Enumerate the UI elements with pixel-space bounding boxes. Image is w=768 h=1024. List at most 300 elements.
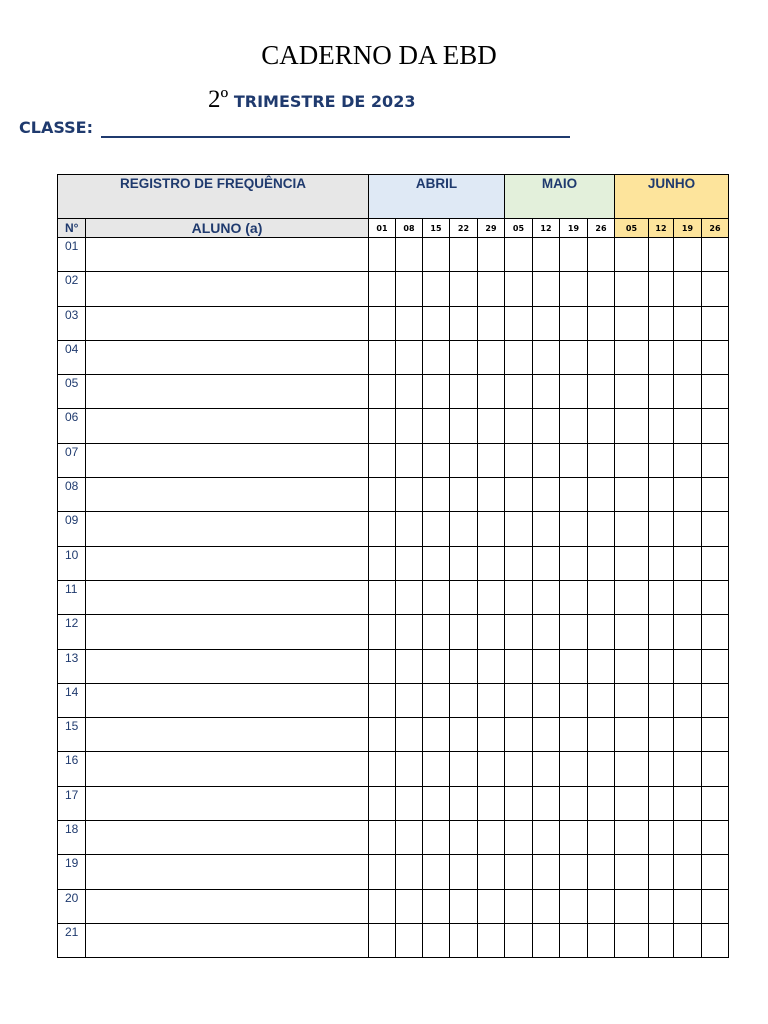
attendance-cell-maio-26[interactable] (588, 752, 615, 786)
attendance-cell-maio-26[interactable] (588, 340, 615, 374)
attendance-cell-abril-15[interactable] (423, 443, 450, 477)
attendance-cell-abril-22[interactable] (450, 512, 478, 546)
attendance-cell-maio-26[interactable] (588, 478, 615, 512)
attendance-cell-junho-05[interactable] (615, 821, 649, 855)
attendance-cell-junho-26[interactable] (702, 272, 729, 306)
attendance-cell-maio-19[interactable] (560, 340, 588, 374)
attendance-cell-abril-29[interactable] (478, 821, 505, 855)
attendance-cell-abril-01[interactable] (369, 889, 396, 923)
student-name-cell[interactable] (86, 272, 369, 306)
attendance-cell-maio-12[interactable] (533, 340, 560, 374)
attendance-cell-maio-12[interactable] (533, 718, 560, 752)
attendance-cell-abril-15[interactable] (423, 752, 450, 786)
attendance-cell-maio-26[interactable] (588, 889, 615, 923)
attendance-cell-junho-26[interactable] (702, 615, 729, 649)
attendance-cell-maio-05[interactable] (505, 478, 533, 512)
attendance-cell-maio-19[interactable] (560, 238, 588, 272)
attendance-cell-abril-01[interactable] (369, 923, 396, 957)
attendance-cell-maio-12[interactable] (533, 409, 560, 443)
attendance-cell-abril-29[interactable] (478, 272, 505, 306)
attendance-cell-abril-08[interactable] (396, 409, 423, 443)
attendance-cell-abril-29[interactable] (478, 512, 505, 546)
attendance-cell-maio-05[interactable] (505, 340, 533, 374)
student-name-cell[interactable] (86, 238, 369, 272)
attendance-cell-maio-05[interactable] (505, 615, 533, 649)
attendance-cell-junho-19[interactable] (674, 889, 702, 923)
attendance-cell-junho-12[interactable] (649, 855, 674, 889)
attendance-cell-abril-15[interactable] (423, 855, 450, 889)
attendance-cell-abril-15[interactable] (423, 580, 450, 614)
attendance-cell-abril-01[interactable] (369, 409, 396, 443)
attendance-cell-junho-26[interactable] (702, 649, 729, 683)
attendance-cell-abril-08[interactable] (396, 272, 423, 306)
attendance-cell-junho-26[interactable] (702, 821, 729, 855)
attendance-cell-junho-19[interactable] (674, 546, 702, 580)
attendance-cell-junho-26[interactable] (702, 512, 729, 546)
attendance-cell-abril-15[interactable] (423, 272, 450, 306)
attendance-cell-junho-12[interactable] (649, 752, 674, 786)
attendance-cell-abril-15[interactable] (423, 546, 450, 580)
attendance-cell-abril-22[interactable] (450, 306, 478, 340)
attendance-cell-maio-26[interactable] (588, 580, 615, 614)
attendance-cell-maio-26[interactable] (588, 683, 615, 717)
attendance-cell-maio-05[interactable] (505, 443, 533, 477)
student-name-cell[interactable] (86, 375, 369, 409)
attendance-cell-maio-05[interactable] (505, 272, 533, 306)
attendance-cell-maio-26[interactable] (588, 409, 615, 443)
attendance-cell-junho-19[interactable] (674, 580, 702, 614)
attendance-cell-abril-22[interactable] (450, 718, 478, 752)
attendance-cell-abril-29[interactable] (478, 306, 505, 340)
attendance-cell-abril-08[interactable] (396, 512, 423, 546)
attendance-cell-junho-19[interactable] (674, 340, 702, 374)
attendance-cell-junho-19[interactable] (674, 238, 702, 272)
attendance-cell-maio-19[interactable] (560, 615, 588, 649)
attendance-cell-junho-19[interactable] (674, 923, 702, 957)
attendance-cell-abril-01[interactable] (369, 752, 396, 786)
attendance-cell-abril-01[interactable] (369, 580, 396, 614)
attendance-cell-maio-26[interactable] (588, 786, 615, 820)
student-name-cell[interactable] (86, 478, 369, 512)
attendance-cell-maio-05[interactable] (505, 546, 533, 580)
attendance-cell-maio-12[interactable] (533, 512, 560, 546)
attendance-cell-abril-01[interactable] (369, 718, 396, 752)
attendance-cell-maio-19[interactable] (560, 272, 588, 306)
attendance-cell-junho-26[interactable] (702, 443, 729, 477)
attendance-cell-junho-05[interactable] (615, 409, 649, 443)
attendance-cell-junho-19[interactable] (674, 855, 702, 889)
attendance-cell-junho-12[interactable] (649, 923, 674, 957)
attendance-cell-junho-05[interactable] (615, 855, 649, 889)
attendance-cell-abril-22[interactable] (450, 580, 478, 614)
attendance-cell-junho-19[interactable] (674, 375, 702, 409)
attendance-cell-abril-08[interactable] (396, 649, 423, 683)
attendance-cell-abril-15[interactable] (423, 306, 450, 340)
attendance-cell-junho-19[interactable] (674, 683, 702, 717)
attendance-cell-junho-19[interactable] (674, 443, 702, 477)
attendance-cell-junho-26[interactable] (702, 546, 729, 580)
attendance-cell-junho-05[interactable] (615, 340, 649, 374)
attendance-cell-maio-05[interactable] (505, 306, 533, 340)
attendance-cell-abril-22[interactable] (450, 649, 478, 683)
attendance-cell-abril-08[interactable] (396, 718, 423, 752)
attendance-cell-abril-01[interactable] (369, 615, 396, 649)
attendance-cell-junho-19[interactable] (674, 306, 702, 340)
attendance-cell-maio-12[interactable] (533, 786, 560, 820)
attendance-cell-maio-26[interactable] (588, 615, 615, 649)
attendance-cell-abril-22[interactable] (450, 923, 478, 957)
attendance-cell-junho-26[interactable] (702, 375, 729, 409)
attendance-cell-junho-05[interactable] (615, 238, 649, 272)
attendance-cell-abril-29[interactable] (478, 786, 505, 820)
attendance-cell-abril-08[interactable] (396, 683, 423, 717)
attendance-cell-junho-12[interactable] (649, 409, 674, 443)
attendance-cell-junho-05[interactable] (615, 718, 649, 752)
class-name-field[interactable] (101, 136, 570, 138)
attendance-cell-junho-05[interactable] (615, 752, 649, 786)
attendance-cell-maio-26[interactable] (588, 821, 615, 855)
attendance-cell-maio-05[interactable] (505, 375, 533, 409)
attendance-cell-junho-05[interactable] (615, 512, 649, 546)
attendance-cell-maio-12[interactable] (533, 923, 560, 957)
student-name-cell[interactable] (86, 889, 369, 923)
student-name-cell[interactable] (86, 512, 369, 546)
attendance-cell-abril-01[interactable] (369, 478, 396, 512)
attendance-cell-junho-26[interactable] (702, 478, 729, 512)
student-name-cell[interactable] (86, 306, 369, 340)
attendance-cell-abril-08[interactable] (396, 855, 423, 889)
attendance-cell-maio-19[interactable] (560, 478, 588, 512)
attendance-cell-abril-29[interactable] (478, 478, 505, 512)
attendance-cell-maio-26[interactable] (588, 649, 615, 683)
attendance-cell-maio-05[interactable] (505, 649, 533, 683)
attendance-cell-junho-12[interactable] (649, 580, 674, 614)
attendance-cell-abril-08[interactable] (396, 615, 423, 649)
attendance-cell-junho-12[interactable] (649, 821, 674, 855)
attendance-cell-junho-26[interactable] (702, 752, 729, 786)
attendance-cell-abril-08[interactable] (396, 821, 423, 855)
attendance-cell-maio-12[interactable] (533, 375, 560, 409)
attendance-cell-abril-29[interactable] (478, 409, 505, 443)
attendance-cell-junho-05[interactable] (615, 375, 649, 409)
attendance-cell-junho-26[interactable] (702, 340, 729, 374)
student-name-cell[interactable] (86, 923, 369, 957)
attendance-cell-abril-29[interactable] (478, 443, 505, 477)
attendance-cell-abril-01[interactable] (369, 272, 396, 306)
attendance-cell-junho-12[interactable] (649, 649, 674, 683)
attendance-cell-junho-19[interactable] (674, 272, 702, 306)
attendance-cell-abril-29[interactable] (478, 923, 505, 957)
attendance-cell-maio-05[interactable] (505, 752, 533, 786)
attendance-cell-abril-29[interactable] (478, 855, 505, 889)
attendance-cell-abril-22[interactable] (450, 340, 478, 374)
attendance-cell-junho-26[interactable] (702, 889, 729, 923)
attendance-cell-junho-26[interactable] (702, 580, 729, 614)
attendance-cell-abril-22[interactable] (450, 443, 478, 477)
attendance-cell-abril-15[interactable] (423, 409, 450, 443)
attendance-cell-maio-12[interactable] (533, 752, 560, 786)
attendance-cell-maio-05[interactable] (505, 718, 533, 752)
student-name-cell[interactable] (86, 855, 369, 889)
attendance-cell-maio-19[interactable] (560, 752, 588, 786)
attendance-cell-abril-01[interactable] (369, 821, 396, 855)
attendance-cell-junho-05[interactable] (615, 923, 649, 957)
attendance-cell-abril-29[interactable] (478, 889, 505, 923)
attendance-cell-maio-26[interactable] (588, 855, 615, 889)
attendance-cell-maio-12[interactable] (533, 272, 560, 306)
attendance-cell-abril-08[interactable] (396, 478, 423, 512)
attendance-cell-maio-26[interactable] (588, 306, 615, 340)
attendance-cell-abril-01[interactable] (369, 512, 396, 546)
attendance-cell-maio-19[interactable] (560, 786, 588, 820)
attendance-cell-maio-19[interactable] (560, 649, 588, 683)
attendance-cell-abril-15[interactable] (423, 649, 450, 683)
student-name-cell[interactable] (86, 649, 369, 683)
attendance-cell-abril-29[interactable] (478, 718, 505, 752)
attendance-cell-maio-26[interactable] (588, 443, 615, 477)
attendance-cell-maio-12[interactable] (533, 649, 560, 683)
student-name-cell[interactable] (86, 443, 369, 477)
attendance-cell-maio-05[interactable] (505, 409, 533, 443)
student-name-cell[interactable] (86, 580, 369, 614)
attendance-cell-maio-05[interactable] (505, 923, 533, 957)
attendance-cell-abril-08[interactable] (396, 340, 423, 374)
attendance-cell-abril-29[interactable] (478, 615, 505, 649)
attendance-cell-maio-26[interactable] (588, 718, 615, 752)
attendance-cell-abril-01[interactable] (369, 238, 396, 272)
attendance-cell-abril-15[interactable] (423, 821, 450, 855)
attendance-cell-abril-22[interactable] (450, 478, 478, 512)
attendance-cell-junho-19[interactable] (674, 409, 702, 443)
attendance-cell-maio-26[interactable] (588, 512, 615, 546)
attendance-cell-junho-12[interactable] (649, 546, 674, 580)
attendance-cell-abril-22[interactable] (450, 238, 478, 272)
student-name-cell[interactable] (86, 340, 369, 374)
attendance-cell-abril-15[interactable] (423, 615, 450, 649)
attendance-cell-maio-26[interactable] (588, 546, 615, 580)
attendance-cell-abril-15[interactable] (423, 340, 450, 374)
attendance-cell-maio-19[interactable] (560, 443, 588, 477)
attendance-cell-maio-12[interactable] (533, 855, 560, 889)
attendance-cell-abril-01[interactable] (369, 855, 396, 889)
attendance-cell-junho-05[interactable] (615, 683, 649, 717)
attendance-cell-junho-12[interactable] (649, 306, 674, 340)
attendance-cell-abril-01[interactable] (369, 786, 396, 820)
attendance-cell-abril-15[interactable] (423, 786, 450, 820)
attendance-cell-maio-19[interactable] (560, 375, 588, 409)
attendance-cell-abril-22[interactable] (450, 821, 478, 855)
attendance-cell-junho-05[interactable] (615, 580, 649, 614)
attendance-cell-abril-22[interactable] (450, 375, 478, 409)
attendance-cell-junho-19[interactable] (674, 478, 702, 512)
attendance-cell-abril-22[interactable] (450, 889, 478, 923)
attendance-cell-abril-01[interactable] (369, 546, 396, 580)
attendance-cell-abril-08[interactable] (396, 889, 423, 923)
attendance-cell-junho-19[interactable] (674, 649, 702, 683)
attendance-cell-junho-26[interactable] (702, 683, 729, 717)
attendance-cell-maio-19[interactable] (560, 512, 588, 546)
attendance-cell-maio-05[interactable] (505, 238, 533, 272)
attendance-cell-junho-12[interactable] (649, 889, 674, 923)
attendance-cell-maio-19[interactable] (560, 683, 588, 717)
date-header-junho-26: 26 (702, 219, 729, 238)
attendance-cell-abril-22[interactable] (450, 683, 478, 717)
student-name-cell[interactable] (86, 615, 369, 649)
attendance-cell-abril-08[interactable] (396, 238, 423, 272)
attendance-cell-abril-29[interactable] (478, 580, 505, 614)
attendance-cell-abril-29[interactable] (478, 340, 505, 374)
attendance-cell-abril-01[interactable] (369, 375, 396, 409)
attendance-cell-maio-19[interactable] (560, 409, 588, 443)
attendance-cell-abril-29[interactable] (478, 375, 505, 409)
attendance-cell-junho-12[interactable] (649, 238, 674, 272)
attendance-cell-abril-29[interactable] (478, 752, 505, 786)
attendance-cell-junho-19[interactable] (674, 615, 702, 649)
attendance-cell-maio-26[interactable] (588, 375, 615, 409)
attendance-cell-abril-01[interactable] (369, 649, 396, 683)
attendance-cell-maio-19[interactable] (560, 923, 588, 957)
attendance-cell-abril-22[interactable] (450, 786, 478, 820)
attendance-cell-abril-08[interactable] (396, 375, 423, 409)
attendance-cell-maio-19[interactable] (560, 821, 588, 855)
attendance-cell-abril-22[interactable] (450, 615, 478, 649)
attendance-cell-maio-12[interactable] (533, 306, 560, 340)
attendance-cell-abril-29[interactable] (478, 238, 505, 272)
attendance-cell-junho-05[interactable] (615, 443, 649, 477)
attendance-cell-abril-08[interactable] (396, 580, 423, 614)
attendance-cell-maio-19[interactable] (560, 889, 588, 923)
attendance-cell-junho-12[interactable] (649, 615, 674, 649)
attendance-cell-maio-05[interactable] (505, 580, 533, 614)
trimester-heading (208, 86, 415, 114)
attendance-cell-abril-01[interactable] (369, 683, 396, 717)
attendance-cell-abril-15[interactable] (423, 375, 450, 409)
attendance-cell-abril-22[interactable] (450, 546, 478, 580)
attendance-cell-maio-12[interactable] (533, 238, 560, 272)
attendance-cell-abril-01[interactable] (369, 306, 396, 340)
attendance-cell-maio-05[interactable] (505, 855, 533, 889)
attendance-cell-junho-19[interactable] (674, 512, 702, 546)
attendance-cell-abril-15[interactable] (423, 889, 450, 923)
attendance-cell-maio-19[interactable] (560, 580, 588, 614)
student-name-cell[interactable] (86, 821, 369, 855)
attendance-cell-maio-26[interactable] (588, 238, 615, 272)
attendance-cell-abril-08[interactable] (396, 546, 423, 580)
attendance-cell-abril-01[interactable] (369, 340, 396, 374)
attendance-cell-junho-26[interactable] (702, 306, 729, 340)
attendance-cell-junho-05[interactable] (615, 786, 649, 820)
attendance-cell-abril-08[interactable] (396, 786, 423, 820)
attendance-cell-maio-26[interactable] (588, 272, 615, 306)
attendance-cell-maio-26[interactable] (588, 923, 615, 957)
attendance-cell-maio-05[interactable] (505, 512, 533, 546)
attendance-cell-abril-15[interactable] (423, 923, 450, 957)
attendance-cell-junho-19[interactable] (674, 786, 702, 820)
attendance-cell-abril-29[interactable] (478, 649, 505, 683)
attendance-cell-maio-12[interactable] (533, 821, 560, 855)
attendance-cell-abril-29[interactable] (478, 683, 505, 717)
attendance-cell-abril-22[interactable] (450, 409, 478, 443)
date-header-abril-29: 29 (478, 219, 505, 238)
attendance-cell-junho-12[interactable] (649, 340, 674, 374)
student-name-cell[interactable] (86, 786, 369, 820)
attendance-cell-junho-12[interactable] (649, 443, 674, 477)
attendance-cell-maio-05[interactable] (505, 683, 533, 717)
attendance-cell-junho-05[interactable] (615, 889, 649, 923)
attendance-cell-junho-19[interactable] (674, 821, 702, 855)
attendance-cell-abril-29[interactable] (478, 546, 505, 580)
attendance-cell-junho-05[interactable] (615, 478, 649, 512)
attendance-cell-junho-12[interactable] (649, 683, 674, 717)
student-name-cell[interactable] (86, 546, 369, 580)
attendance-cell-maio-05[interactable] (505, 786, 533, 820)
attendance-cell-abril-22[interactable] (450, 752, 478, 786)
attendance-cell-junho-26[interactable] (702, 409, 729, 443)
attendance-cell-maio-12[interactable] (533, 683, 560, 717)
attendance-cell-junho-26[interactable] (702, 718, 729, 752)
student-row (58, 580, 729, 614)
attendance-cell-abril-01[interactable] (369, 443, 396, 477)
attendance-cell-maio-12[interactable] (533, 580, 560, 614)
attendance-cell-junho-12[interactable] (649, 272, 674, 306)
attendance-cell-junho-26[interactable] (702, 786, 729, 820)
attendance-cell-maio-19[interactable] (560, 306, 588, 340)
attendance-cell-abril-15[interactable] (423, 683, 450, 717)
attendance-cell-abril-08[interactable] (396, 306, 423, 340)
attendance-cell-junho-05[interactable] (615, 272, 649, 306)
student-name-cell[interactable] (86, 683, 369, 717)
attendance-cell-junho-12[interactable] (649, 786, 674, 820)
attendance-cell-junho-05[interactable] (615, 306, 649, 340)
attendance-cell-junho-12[interactable] (649, 718, 674, 752)
attendance-cell-maio-12[interactable] (533, 546, 560, 580)
attendance-cell-abril-08[interactable] (396, 923, 423, 957)
attendance-cell-junho-26[interactable] (702, 923, 729, 957)
attendance-cell-abril-08[interactable] (396, 752, 423, 786)
attendance-cell-maio-05[interactable] (505, 821, 533, 855)
attendance-cell-junho-05[interactable] (615, 615, 649, 649)
attendance-cell-abril-15[interactable] (423, 718, 450, 752)
attendance-cell-junho-26[interactable] (702, 855, 729, 889)
attendance-cell-abril-15[interactable] (423, 238, 450, 272)
student-name-cell[interactable] (86, 718, 369, 752)
attendance-cell-junho-05[interactable] (615, 546, 649, 580)
attendance-cell-junho-19[interactable] (674, 718, 702, 752)
attendance-cell-maio-05[interactable] (505, 889, 533, 923)
attendance-cell-abril-08[interactable] (396, 443, 423, 477)
row-number: 09 (58, 512, 86, 546)
attendance-cell-junho-12[interactable] (649, 375, 674, 409)
attendance-cell-abril-15[interactable] (423, 478, 450, 512)
attendance-cell-maio-12[interactable] (533, 889, 560, 923)
attendance-cell-maio-12[interactable] (533, 443, 560, 477)
attendance-cell-maio-12[interactable] (533, 478, 560, 512)
attendance-cell-junho-26[interactable] (702, 238, 729, 272)
attendance-cell-abril-22[interactable] (450, 272, 478, 306)
attendance-cell-maio-19[interactable] (560, 718, 588, 752)
attendance-cell-maio-12[interactable] (533, 615, 560, 649)
attendance-cell-junho-19[interactable] (674, 752, 702, 786)
student-name-cell[interactable] (86, 752, 369, 786)
attendance-cell-abril-22[interactable] (450, 855, 478, 889)
attendance-cell-junho-12[interactable] (649, 512, 674, 546)
attendance-cell-abril-15[interactable] (423, 512, 450, 546)
attendance-cell-maio-19[interactable] (560, 546, 588, 580)
student-name-cell[interactable] (86, 409, 369, 443)
attendance-cell-junho-05[interactable] (615, 649, 649, 683)
attendance-cell-junho-12[interactable] (649, 478, 674, 512)
attendance-cell-maio-19[interactable] (560, 855, 588, 889)
